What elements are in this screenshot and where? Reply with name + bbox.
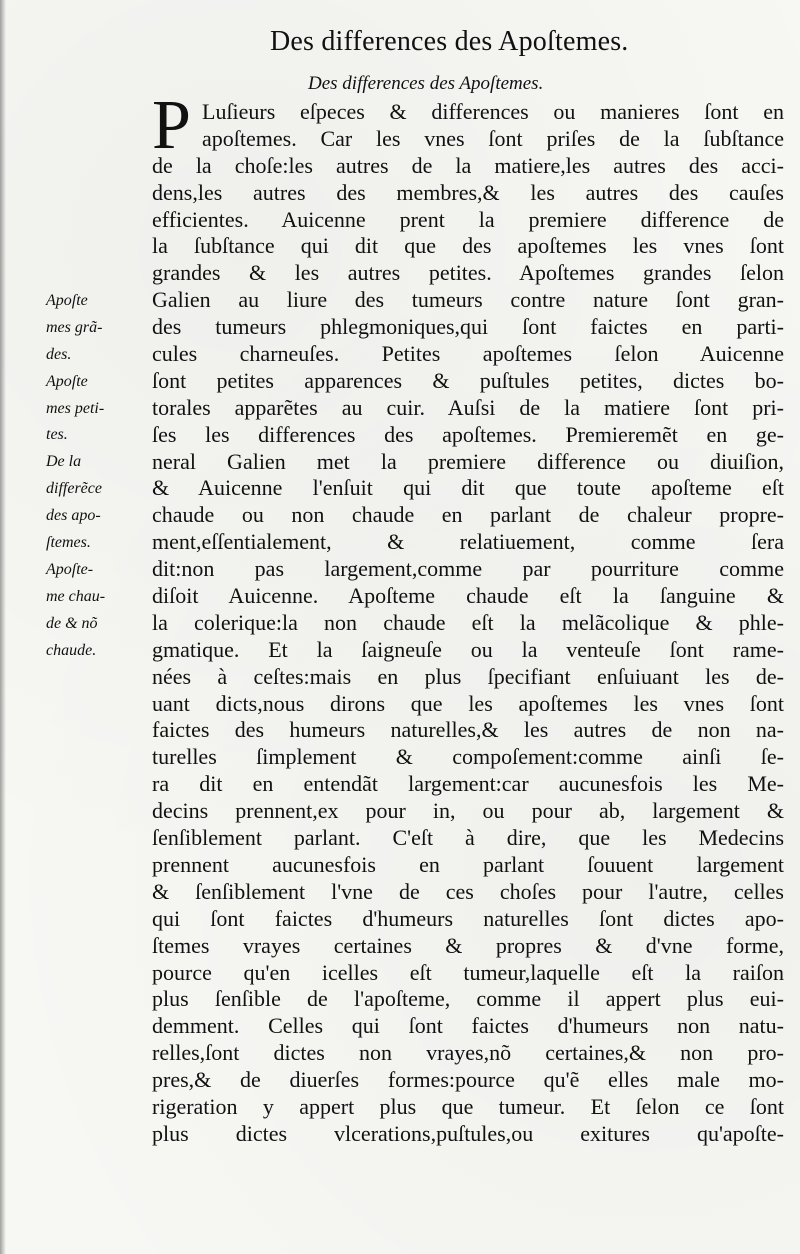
- text-line: ſont petites apparences & puſtules petites, dictes bo-: [152, 367, 784, 393]
- body-text: [152, 87, 784, 1148]
- text-line: turelles ſimplement & compoſement:comme ainſi ſe-: [152, 744, 784, 770]
- drop-cap-letter: P: [152, 87, 191, 164]
- text-line: ra dit en entendãt largement:car aucunesfois les Me-: [152, 771, 784, 797]
- margin-note-line: Apoſte-: [46, 560, 94, 578]
- text-line: de la choſe:les autres de la matiere,les autres des acci-: [152, 152, 784, 178]
- margin-note-line: mes grã-: [46, 318, 103, 336]
- text-line: apoſtemes. Car les vnes ſont priſes de la ſubſtance: [202, 125, 784, 151]
- margin-note-line: des.: [46, 345, 72, 363]
- text-line: des tumeurs phlegmoniques,qui ſont faictes en parti-: [152, 314, 784, 340]
- text-line: nées à ceſtes:mais en plus ſpecifiant enſuiuant les de-: [152, 663, 784, 689]
- margin-note-line: ſtemes.: [46, 534, 91, 552]
- text-line: ſes les differences des apoſtemes. Premieremẽt en ge-: [152, 421, 784, 447]
- section-subheading: Des differences des Apoſtemes.: [308, 73, 544, 94]
- text-line: plus ſenſible de l'apoſteme, comme il appert plus eui-: [152, 986, 784, 1012]
- text-line: la colerique:la non chaude eſt la melãcolique & phle-: [152, 609, 784, 635]
- text-line: gmatique. Et la ſaigneuſe ou la venteuſe ſont rame-: [152, 636, 784, 662]
- text-line: diſoit Auicenne. Apoſteme chaude eſt la ſanguine &: [152, 583, 784, 609]
- text-line: uant dicts,nous dirons que les apoſtemes les vnes ſont: [152, 690, 784, 716]
- text-line: dens,les autres des membres,& les autres des cauſes: [152, 179, 784, 205]
- text-line: faictes des humeurs naturelles,& les autres de non na-: [152, 717, 784, 743]
- margin-note-line: Apoſte: [46, 372, 88, 390]
- text-line: rigeration y appert plus que tumeur. Et ſelon ce ſont: [152, 1093, 784, 1119]
- text-line: cules charneuſes. Petites apoſtemes ſelon Auicenne: [152, 341, 784, 367]
- text-line: prennent aucunesfois en parlant ſouuent largement: [152, 851, 784, 877]
- marginal-notes: [46, 288, 150, 664]
- text-line: & ſenſiblement l'vne de ces choſes pour l'autre, celles: [152, 878, 784, 904]
- margin-note-line: tes.: [46, 426, 68, 444]
- text-line: demment. Celles qui ſont faictes d'humeurs non natu-: [152, 1013, 784, 1039]
- text-line: grandes & les autres petites. Apoſtemes grandes ſelon: [152, 260, 784, 286]
- text-line: neral Galien met la premiere difference ou diuiſion,: [152, 448, 784, 474]
- margin-note-line: des apo-: [46, 507, 101, 525]
- text-line: plus dictes vlcerations,puſtules,ou exitures qu'apoſte-: [152, 1120, 784, 1146]
- text-line: efficientes. Auicenne prent la premiere difference de: [152, 206, 784, 232]
- margin-note-line: de & nõ: [46, 614, 98, 632]
- text-line: relles,ſont dictes non vrayes,nõ certaines,& non pro-: [152, 1040, 784, 1066]
- margin-note-line: me chau-: [46, 587, 106, 605]
- text-line: ſenſiblement parlant. C'eſt à dire, que les Medecins: [152, 825, 784, 851]
- text-line: la ſubſtance qui dit que des apoſtemes les vnes ſont: [152, 233, 784, 259]
- margin-note-line: De la: [46, 453, 82, 471]
- text-line: pres,& de diuerſes formes:pource qu'ẽ elles male mo-: [152, 1067, 784, 1093]
- text-line: qui ſont faictes d'humeurs naturelles ſont dictes apo-: [152, 905, 784, 931]
- text-line: Galien au liure des tumeurs contre nature ſont gran-: [152, 287, 784, 313]
- text-line: & Auicenne l'enſuit qui dit que toute apoſteme eſt: [152, 475, 784, 501]
- margin-note-line: differẽce: [46, 480, 102, 498]
- text-line: chaude ou non chaude en parlant de chaleur propre-: [152, 502, 784, 528]
- text-line: ment,eſſentialement, & relatiuement, comme ſera: [152, 529, 784, 555]
- text-line: torales apparẽtes au cuir. Auſsi de la matiere ſont pri-: [152, 394, 784, 420]
- text-line: dit:non pas largement,comme par pourriture comme: [152, 556, 784, 582]
- margin-note-line: mes peti-: [46, 399, 105, 417]
- margin-note-line: Apoſte: [46, 292, 88, 309]
- text-line: Luſieurs eſpeces & differences ou manieres ſont en: [202, 99, 784, 124]
- page-binding-shadow: [0, 0, 6, 1254]
- running-head: Des differences des Apoſtemes.: [270, 26, 629, 57]
- text-line: decins prennent,ex pour in, ou pour ab, largement &: [152, 798, 784, 824]
- margin-note-line: chaude.: [46, 641, 97, 659]
- text-line: ſtemes vrayes certaines & propres & d'vne forme,: [152, 932, 784, 958]
- text-line: pource qu'en icelles eſt tumeur,laquelle eſt la raiſon: [152, 959, 784, 985]
